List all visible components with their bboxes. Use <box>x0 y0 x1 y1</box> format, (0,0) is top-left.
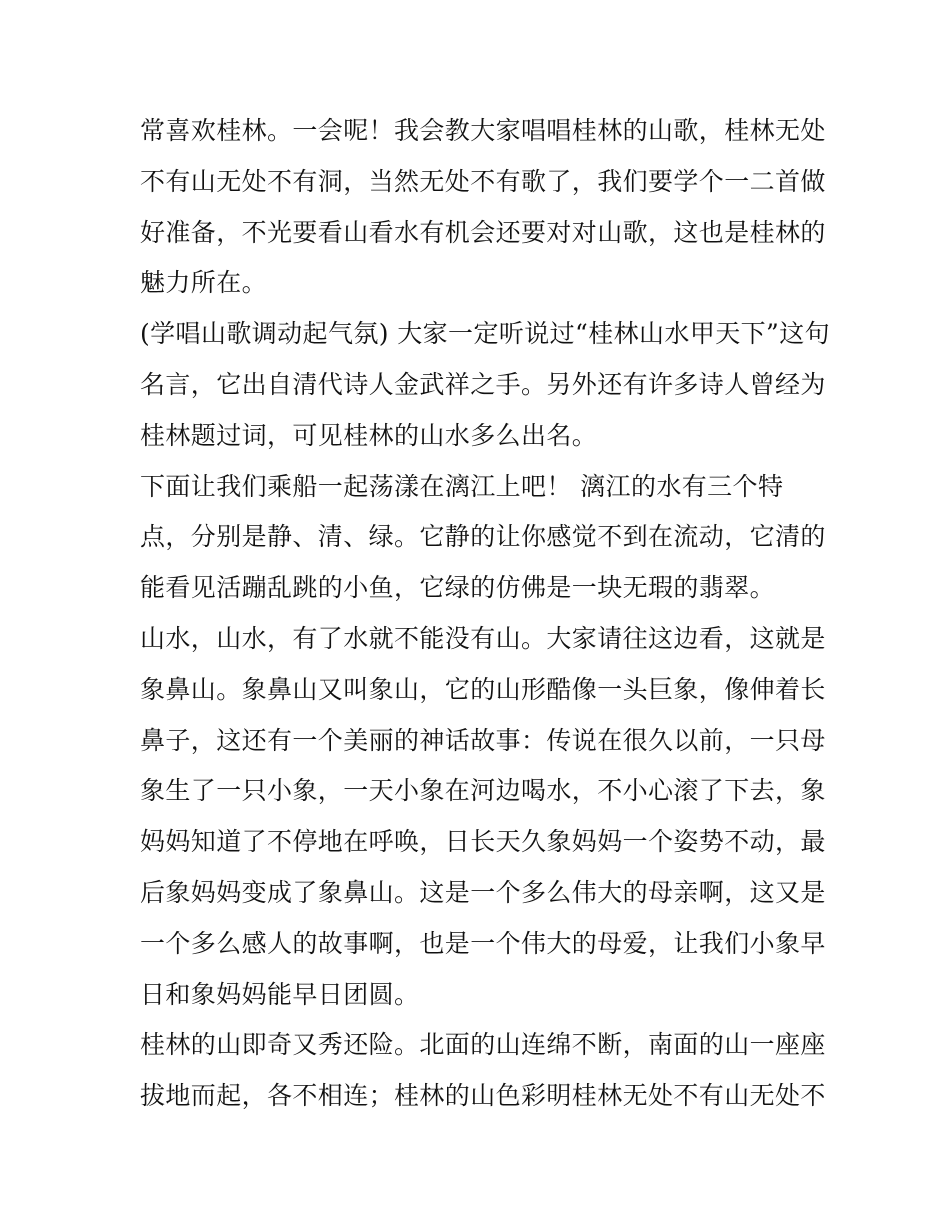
text-line: 后象妈妈变成了象鼻山。这是一个多么伟大的母亲啊，这又是 <box>140 877 826 907</box>
text-line: (学唱山歌调动起气氛) 大家一定听说过“桂林山水甲天下”这句 <box>140 319 831 349</box>
text-line: 常喜欢桂林。一会呢！我会教大家唱唱桂林的山歌，桂林无处 <box>140 116 826 145</box>
text-line: 下面让我们乘船一起荡漾在漓江上吧！ 漓江的水有三个特 <box>140 471 784 501</box>
text-line: 象鼻山。象鼻山又叫象山，它的山形酷像一头巨象，像伸着长 <box>140 674 826 704</box>
text-line: 日和象妈妈能早日团圆。 <box>140 979 420 1009</box>
text-line: 好准备，不光要看山看水有机会还要对对山歌，这也是桂林的 <box>140 217 826 247</box>
text-line: 一个多么感人的故事啊，也是一个伟大的母爱，让我们小象早 <box>140 928 826 958</box>
text-line: 妈妈知道了不停地在呼唤，日长天久象妈妈一个姿势不动，最 <box>140 827 826 857</box>
text-line: 鼻子，这还有一个美丽的神话故事：传说在很久以前，一只母 <box>140 725 826 755</box>
body-text <box>140 106 831 1122</box>
text-line: 拔地而起，各不相连；桂林的山色彩明桂林无处不有山无处不 <box>140 1081 826 1111</box>
text-line: 桂林的山即奇又秀还险。北面的山连绵不断，南面的山一座座 <box>140 1030 826 1060</box>
text-line: 点，分别是静、清、绿。它静的让你感觉不到在流动，它清的 <box>140 522 826 552</box>
text-line: 能看见活蹦乱跳的小鱼，它绿的仿佛是一块无瑕的翡翠。 <box>140 573 776 603</box>
text-line: 名言，它出自清代诗人金武祥之手。另外还有许多诗人曾经为 <box>140 369 826 399</box>
text-line: 象生了一只小象，一天小象在河边喝水，不小心滚了下去，象 <box>140 776 826 806</box>
text-line: 山水，山水，有了水就不能没有山。大家请往这边看，这就是 <box>140 623 826 653</box>
text-line: 魅力所在。 <box>140 268 268 298</box>
text-line: 不有山无处不有洞，当然无处不有歌了，我们要学个一二首做 <box>140 166 826 196</box>
text-line: 桂林题过词，可见桂林的山水多么出名。 <box>140 420 598 450</box>
